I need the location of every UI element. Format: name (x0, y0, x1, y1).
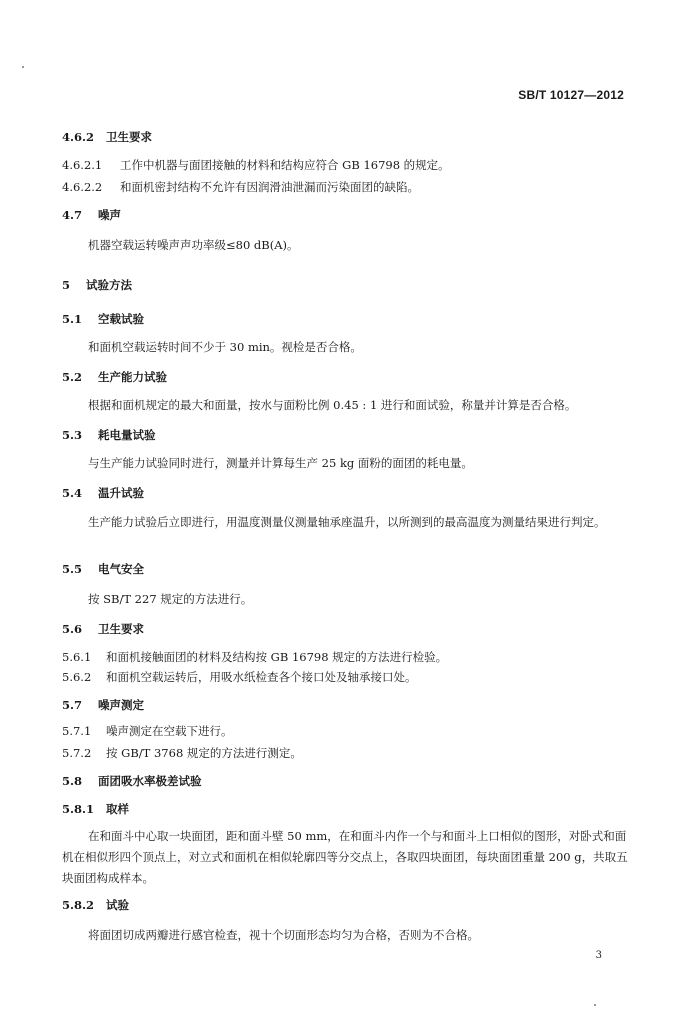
paragraph-5-1: 和面机空载运转时间不少于 30 min。视检是否合格。 (88, 340, 362, 354)
section-number: 5.1 (62, 312, 83, 326)
section-number: 5.3 (62, 428, 83, 442)
heading-5-8 (62, 772, 202, 790)
section-number: 5.6 (62, 622, 83, 636)
paragraph-5-2: 根据和面机规定的最大和面量，按水与面粉比例 0.45 : 1 进行和面试验，称量并计算是否合格。 (88, 398, 577, 412)
heading-5-8-2 (62, 896, 129, 914)
heading-5-6 (62, 620, 144, 638)
heading-5-1 (62, 310, 144, 328)
section-title: 试验 (106, 898, 129, 912)
heading-5-2 (62, 368, 167, 386)
heading-5-8-1 (62, 800, 129, 818)
section-number: 5 (62, 278, 71, 292)
section-title: 试验方法 (86, 278, 132, 292)
heading-5 (62, 276, 132, 294)
scan-speck (22, 66, 24, 68)
paragraph-4-7: 机器空载运转噪声声功率级≤80 dB(A)。 (88, 238, 299, 252)
clause-text: 和面机空载运转后，用吸水纸检查各个接口处及轴承接口处。 (106, 670, 417, 684)
section-number: 5.7 (62, 698, 83, 712)
scan-speck (594, 1004, 596, 1006)
section-title: 耗电量试验 (98, 428, 156, 442)
clause-5-7-1 (62, 722, 233, 740)
paragraph-5-3: 与生产能力试验同时进行，测量并计算每生产 25 kg 面粉的面团的耗电量。 (88, 456, 473, 470)
clause-text: 工作中机器与面团接触的材料和结构应符合 GB 16798 的规定。 (120, 158, 450, 172)
paragraph-5-8-1: 在和面斗中心取一块面团，距和面斗壁 50 mm，在和面斗内作一个与和面斗上口相似的图形，对卧式和面机在相似形四个顶点上，对立式和面机在相似轮廓四等分交点上，各取四块面团，每块面团重量 200 g，共取五块面团构成样本。 (62, 829, 628, 885)
heading-5-4 (62, 484, 144, 502)
clause-5-7-2 (62, 744, 302, 762)
section-number: 4.6.2.1 (62, 158, 103, 172)
clause-5-6-2 (62, 668, 417, 686)
section-title: 电气安全 (98, 562, 144, 576)
clause-text: 噪声测定在空载下进行。 (106, 724, 233, 738)
section-number: 4.6.2 (62, 130, 95, 144)
paragraph-5-4: 生产能力试验后立即进行，用温度测量仪测量轴承座温升，以所测到的最高温度为测量结果进行判定。 (88, 515, 606, 529)
page-number: 3 (595, 950, 602, 961)
section-number: 5.7.2 (62, 746, 92, 760)
section-title: 温升试验 (98, 486, 144, 500)
heading-4-6-2 (62, 128, 152, 146)
section-number: 4.6.2.2 (62, 180, 103, 194)
heading-5-3 (62, 426, 156, 444)
clause-4-6-2-1 (62, 156, 450, 174)
clause-text: 和面机接触面团的材料及结构按 GB 16798 规定的方法进行检验。 (106, 650, 448, 664)
section-title: 空载试验 (98, 312, 144, 326)
section-number: 5.8.2 (62, 898, 95, 912)
section-title: 面团吸水率极差试验 (98, 774, 202, 788)
section-title: 噪声测定 (98, 698, 144, 712)
section-number: 4.7 (62, 208, 83, 222)
clause-5-6-1 (62, 648, 447, 666)
section-title: 卫生要求 (98, 622, 144, 636)
heading-5-7 (62, 696, 144, 714)
section-number: 5.8.1 (62, 802, 95, 816)
section-title: 生产能力试验 (98, 370, 167, 384)
section-number: 5.6.1 (62, 650, 92, 664)
clause-text: 和面机密封结构不允许有因润滑油泄漏而污染面团的缺陷。 (120, 180, 419, 194)
standard-code-header: SB/T 10127—2012 (518, 88, 624, 102)
section-number: 5.4 (62, 486, 83, 500)
section-title: 卫生要求 (106, 130, 152, 144)
section-number: 5.8 (62, 774, 83, 788)
section-title: 噪声 (98, 208, 121, 222)
section-number: 5.6.2 (62, 670, 92, 684)
clause-text: 按 GB/T 3768 规定的方法进行测定。 (106, 746, 302, 760)
heading-4-7 (62, 206, 121, 224)
heading-5-5 (62, 560, 144, 578)
paragraph-5-8-2: 将面团切成两瓣进行感官检查，视十个切面形态均匀为合格，否则为不合格。 (88, 928, 479, 942)
section-number: 5.5 (62, 562, 83, 576)
clause-4-6-2-2 (62, 178, 419, 196)
section-number: 5.2 (62, 370, 83, 384)
section-title: 取样 (106, 802, 129, 816)
section-number: 5.7.1 (62, 724, 92, 738)
paragraph-5-5: 按 SB/T 227 规定的方法进行。 (88, 592, 253, 606)
